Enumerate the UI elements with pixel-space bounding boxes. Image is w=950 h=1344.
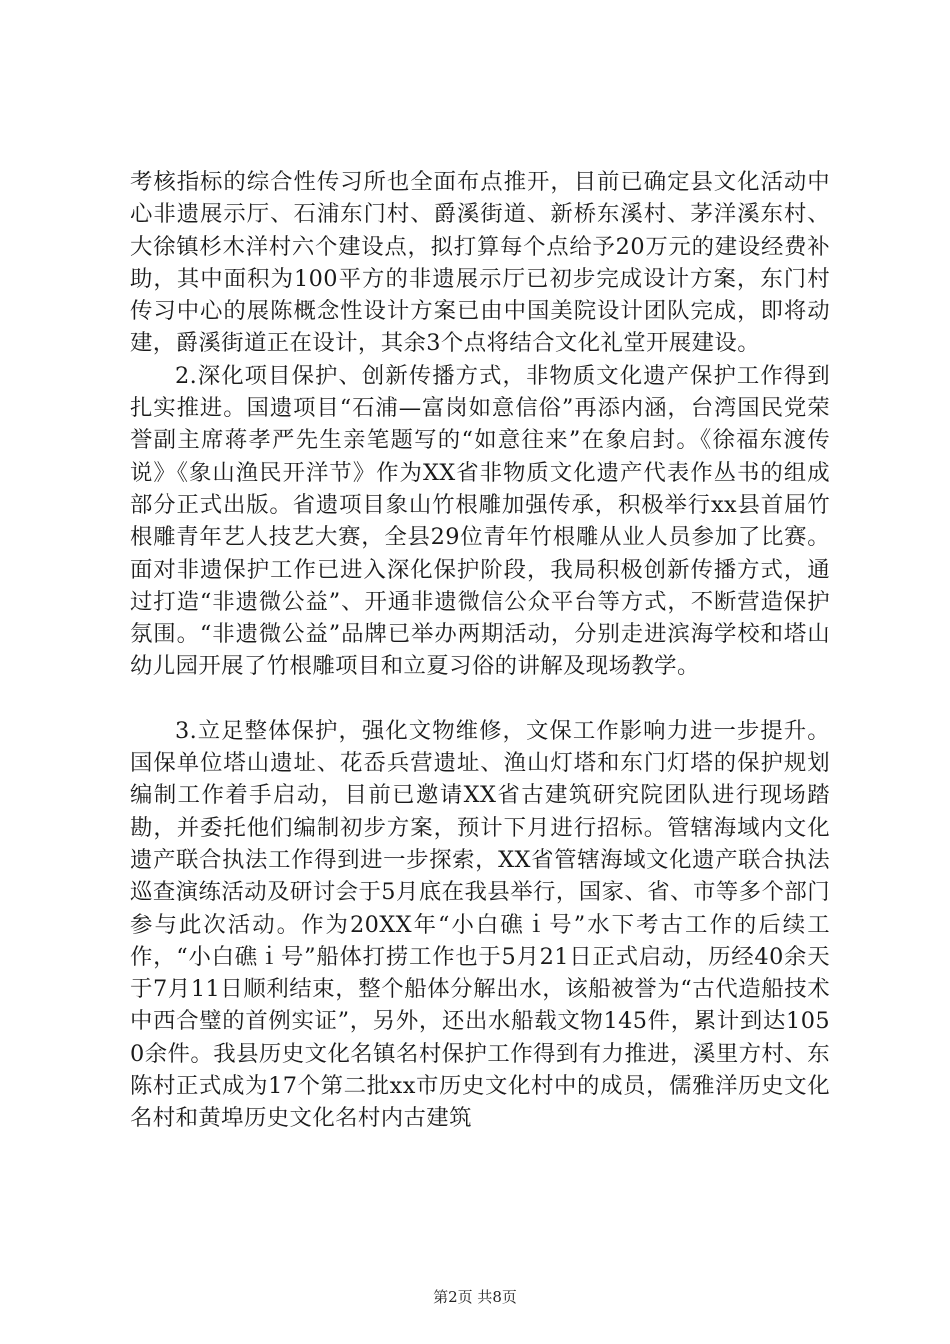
document-body — [130, 166, 830, 1135]
paragraph-2: 2.深化项目保护、创新传播方式，非物质文化遗产保护工作得到扎实推进。国遗项目“石浦—富岗如意信俗”再添内涵，台湾国民党荣誉副主席蒋孝严先生亲笔题写的“如意往来”在象启封。《徐福东渡传说》《象山渔民开洋节》作为XX省非物质文化遗产代表作丛书的组成部分正式出版。省遗项目象山竹根雕加强传承，积极举行xx县首届竹根雕青年艺人技艺大赛，全县29位青年竹根雕从业人员参加了比赛。面对非遗保护工作已进入深化保护阶段，我局积极创新传播方式，通过打造“非遗微公益”、开通非遗微信公众平台等方式，不断营造保护氛围。“非遗微公益”品牌已举办两期活动，分别走进滨海学校和塔山幼儿园开展了竹根雕项目和立夏习俗的讲解及现场教学。 — [130, 362, 830, 680]
paragraph-3: 3.立足整体保护，强化文物维修，文保工作影响力进一步提升。国保单位塔山遗址、花岙兵营遗址、渔山灯塔和东门灯塔的保护规划编制工作着手启动，目前已邀请XX省古建筑研究院团队进行现场踏勘，并委托他们编制初步方案，预计下月进行招标。管辖海域内文化遗产联合执法工作得到进一步探索，XX省管辖海域文化遗产联合执法巡查演练活动及研讨会于5月底在我县举行，国家、省、市等多个部门参与此次活动。作为20XX年“小白礁ｉ号”水下考古工作的后续工作，“小白礁ｉ号”船体打捞工作也于5月21日正式启动，历经40余天于7月11日顺利结束，整个船体分解出水，该船被誉为“古代造船技术中西合璧的首例实证”，另外，还出水船载文物145件，累计到达1050余件。我县历史文化名镇名村保护工作得到有力推进，溪里方村、东陈村正式成为17个第二批xx市历史文化村中的成员，儒雅洋历史文化名村和黄埠历史文化名村内古建筑 — [130, 717, 830, 1132]
page-footer: 第2页 共8页 — [433, 1288, 517, 1306]
paragraph-1: 考核指标的综合性传习所也全面布点推开，目前已确定县文化活动中心非遗展示厅、石浦东门村、爵溪街道、新桥东溪村、茅洋溪东村、大徐镇杉木洋村六个建设点，拟打算每个点给予20万元的建设经费补助，其中面积为100平方的非遗展示厅已初步完成设计方案，东门村传习中心的展陈概念性设计方案已由中国美院设计团队完成，即将动建，爵溪街道正在设计，其余3个点将结合文化礼堂开展建设。 — [130, 169, 830, 357]
paragraph-spacer — [130, 683, 830, 715]
